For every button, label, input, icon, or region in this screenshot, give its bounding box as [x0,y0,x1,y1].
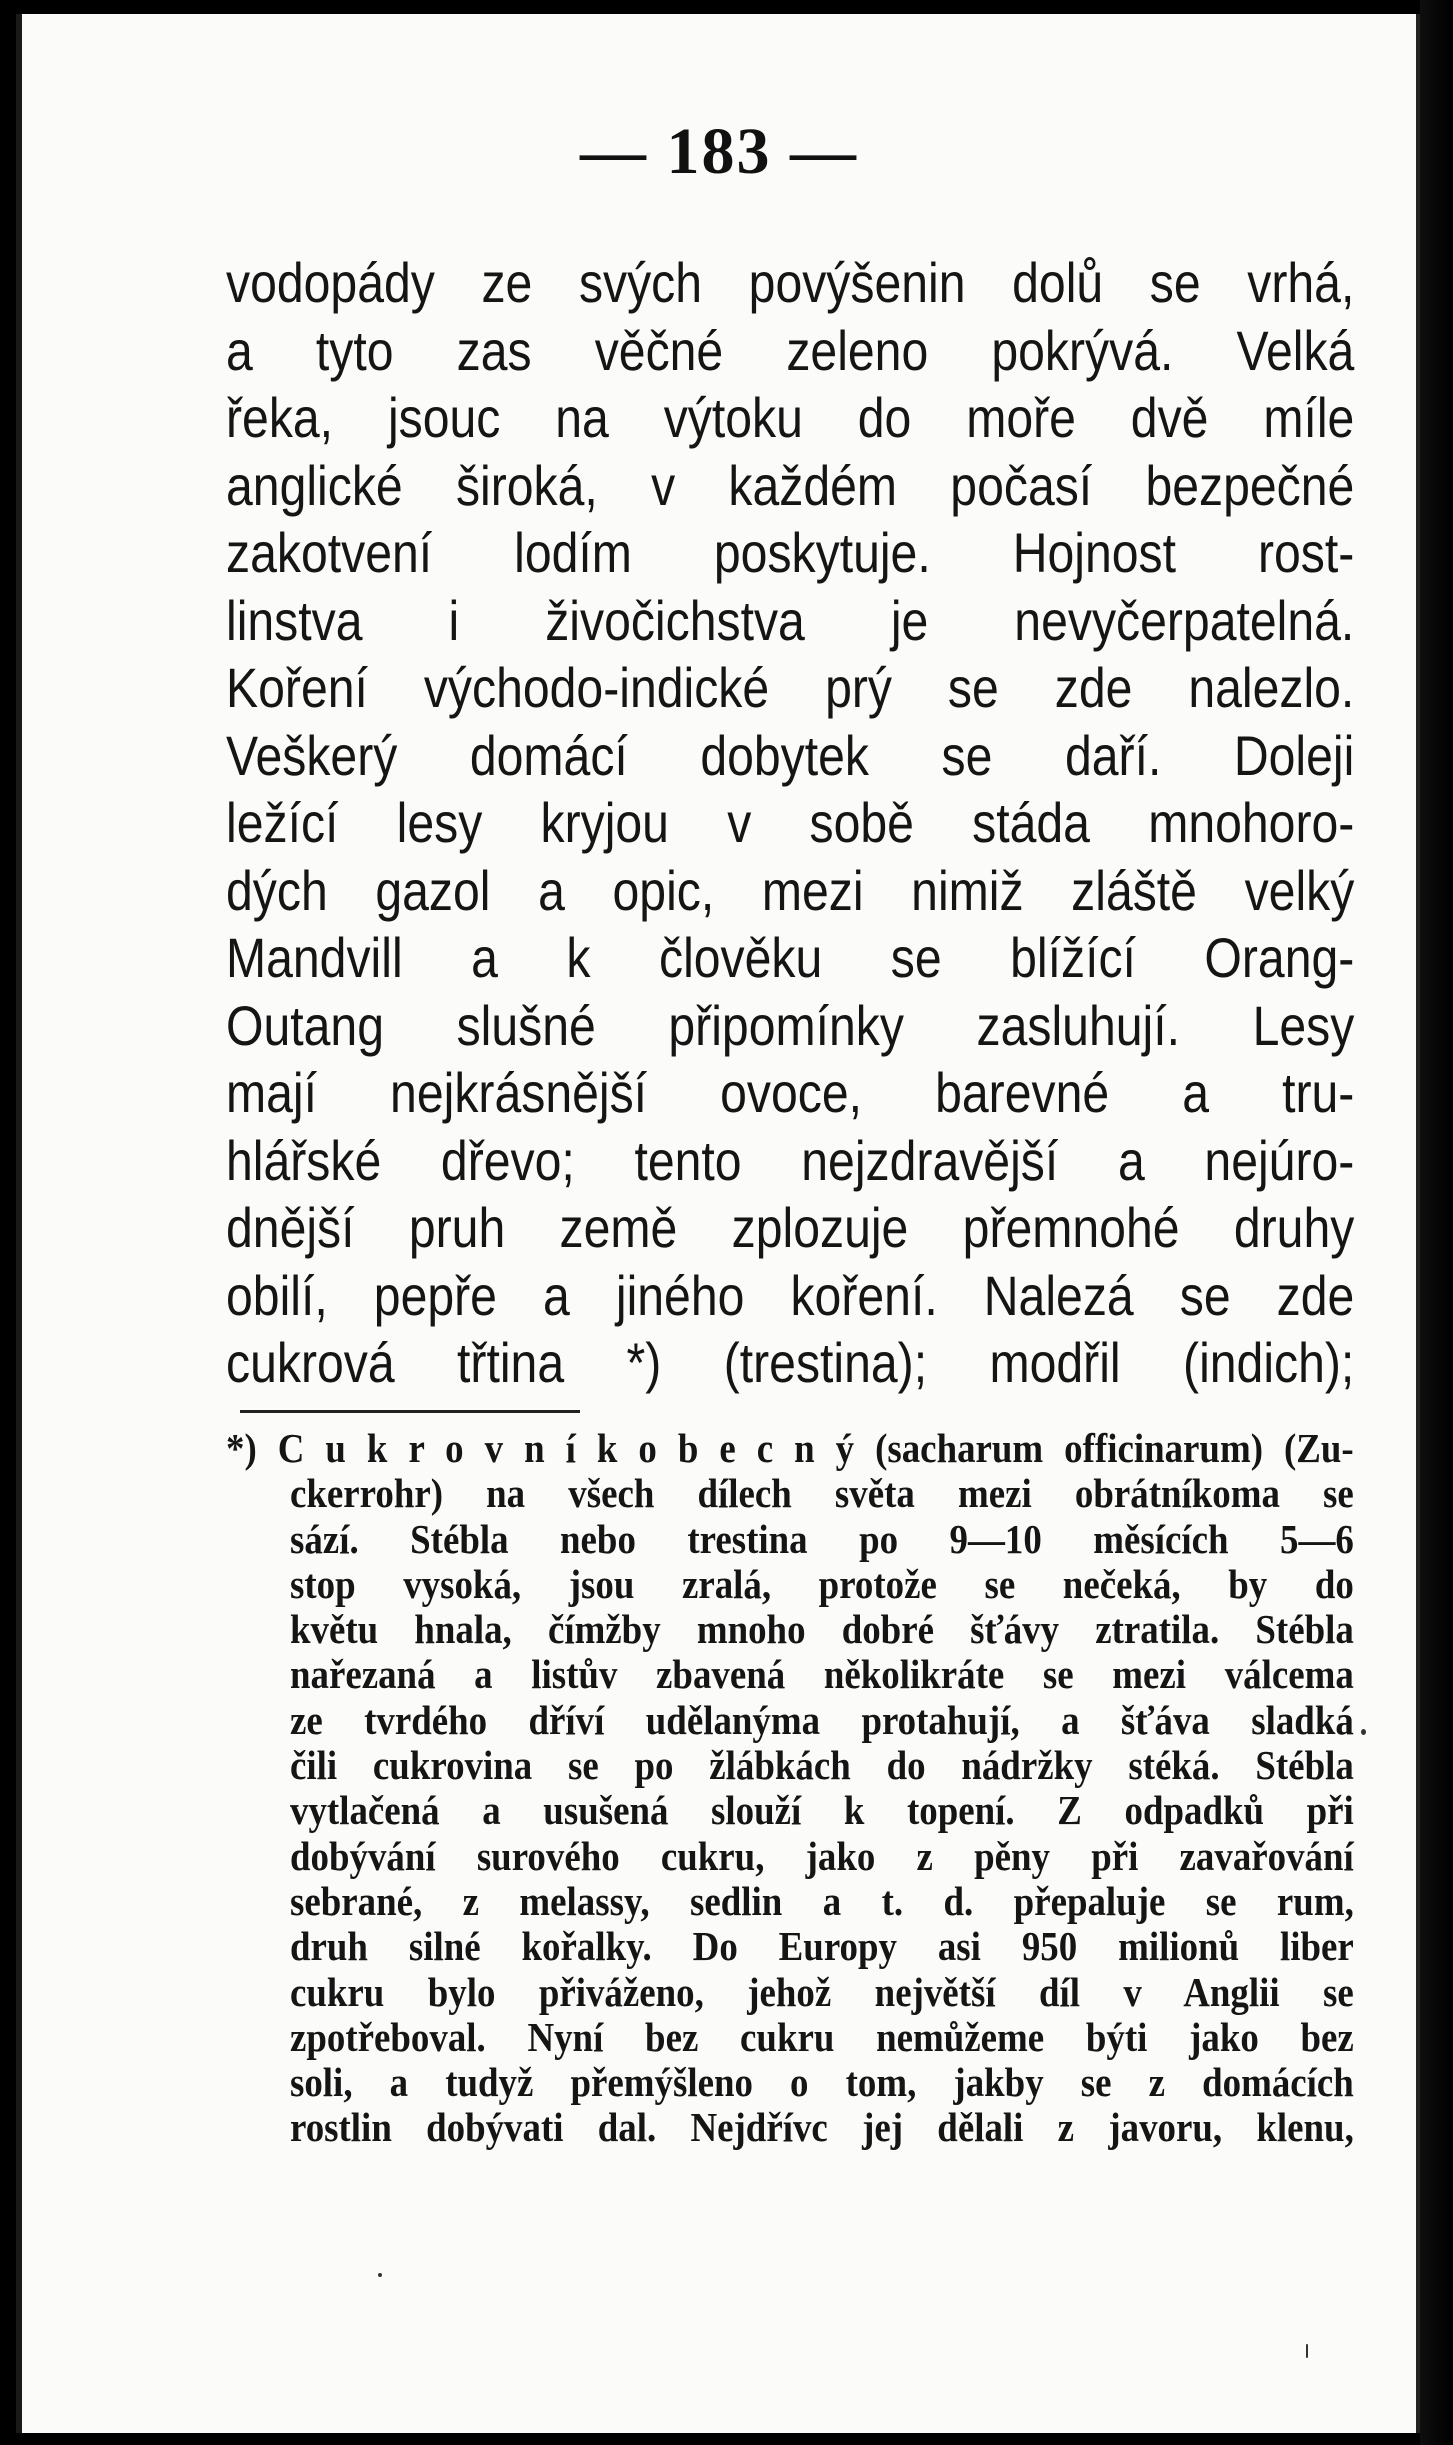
footnote-line: nařezaná a listův zbavená několikráte se mezi válcema [290,1651,1354,1698]
book-page [16,14,1420,2433]
page-number: — 183 — [580,115,858,188]
footnote-line: sebrané, z melassy, sedlin a t. d. přepaluje se rum, [290,1877,1354,1924]
footnote-line: cukru bylo přiváženo, jehož největší díl v Anglii se [290,1968,1354,2015]
text-line: dnější pruh země zplozuje přemnohé druhy [226,1196,1355,1259]
scan-border [1420,0,1453,2445]
footnote-line: *) C u k r o v n í k o b e c n ý (sacharum officinarum) (Zu- [226,1425,1354,1471]
footnote-line: zpotřeboval. Nyní bez cukru nemůžeme býti jako bez [290,2013,1354,2060]
text-line: a tyto zas věčné zeleno pokrývá. Velká [226,318,1355,382]
text-line: dých gazol a opic, mezi nimiž zláště velký [226,858,1355,922]
paper-speck [378,2273,382,2277]
text-line: hlářské dřevo; tento nejzdravější a nejúro- [226,1128,1355,1192]
footnote-line: květu hnala, čímžby mnoho dobré šťávy ztratila. Stébla [290,1606,1354,1653]
text-line: zakotvení lodím poskytuje. Hojnost rost- [226,521,1355,584]
footnote-line: ckerrohr) na všech dílech světa mezi obrátníkoma se [290,1470,1354,1517]
text-line: Outang slušné připomínky zasluhují. Lesy [226,993,1355,1057]
text-line: mají nejkrásnější ovoce, barevné a tru- [226,1061,1355,1124]
footnote-line: čili cukrovina se po žlábkách do nádržky stéká. Stébla [290,1742,1354,1789]
paper-speck [1361,1729,1366,1735]
text-line: řeka, jsouc na výtoku do moře dvě míle [226,386,1355,449]
footnote-line: vytlačená a usušená slouží k topení. Z odpadků při [290,1787,1354,1834]
footnote-line: sází. Stébla nebo trestina po 9—10 měsících 5—6 [290,1515,1354,1562]
text-line: cukrová třtina *) (trestina); modřil (indich); [226,1331,1355,1394]
main-text-block [226,249,1354,1397]
footnote-rule [240,1410,580,1413]
text-line: obilí, pepře a jiného koření. Nalezá se zde [226,1263,1355,1327]
text-line: anglické široká, v každém počasí bezpečné [226,453,1355,517]
footnote-line: stop vysoká, jsou zralá, protože se nečeká, by do [290,1560,1354,1607]
footnote-line: soli, a tudyž přemýšleno o tom, jakby se z domácích [290,2059,1354,2106]
text-line: vodopády ze svých povýšenin dolů se vrhá, [226,251,1355,314]
text-line: Mandvill a k člověku se blížící Orang- [226,926,1355,989]
text-line: linstva i živočichstva je nevyčerpatelná. [226,588,1355,652]
text-line: ležící lesy kryjou v sobě stáda mnohoro- [226,791,1355,854]
footnote-line: ze tvrdého dříví udělanýma protahují, a šťáva sladká [290,1696,1354,1743]
footnote-line: rostlin dobývati dal. Nejdřívc jej dělali z javoru, klenu, [290,2104,1354,2151]
footnote-line: druh silné kořalky. Do Europy asi 950 milionů liber [290,1923,1354,1970]
footnote-line: dobývání surového cukru, jako z pěny při zavařování [290,1832,1354,1879]
text-line: Koření východo-indické prý se zde nalezlo. [226,656,1355,719]
text-line: Veškerý domácí dobytek se daří. Doleji [226,723,1355,787]
footnote-block [226,1426,1354,2151]
paper-speck [1306,2344,1308,2358]
